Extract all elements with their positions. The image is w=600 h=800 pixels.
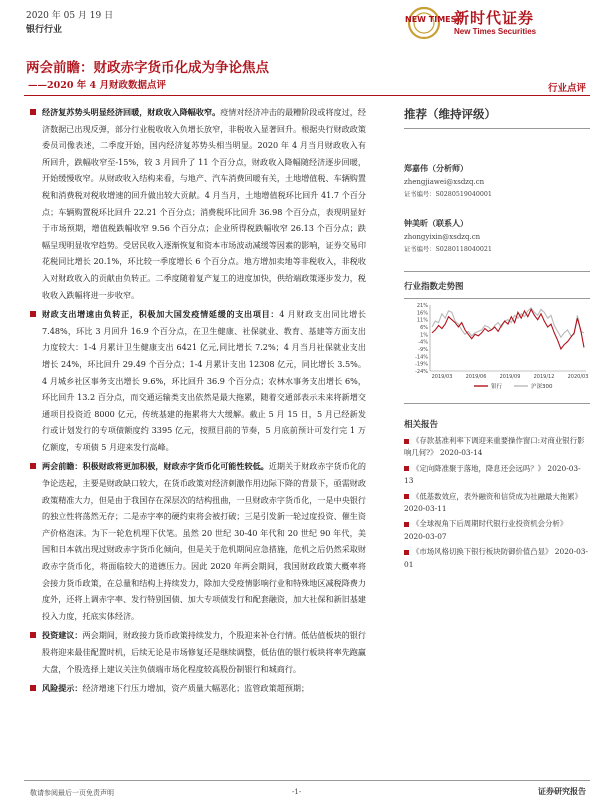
analyst-email[interactable]: zhongyixin@xsdzq.cn xyxy=(404,233,481,241)
legend-label: 银行 xyxy=(491,384,503,390)
bullet-icon xyxy=(30,463,36,469)
chart-section-title: 行业指数走势图 xyxy=(404,282,464,292)
related-report-item[interactable] xyxy=(404,435,590,460)
related-report-item[interactable] xyxy=(404,546,590,571)
y-tick-label: -4% xyxy=(418,339,428,346)
bullet-icon xyxy=(404,494,409,499)
paragraph-lead: 投资建议： xyxy=(42,630,83,641)
analyst-name: 郑嘉伟（分析师） xyxy=(404,163,468,173)
related-report-title: 《市场风格切换下银行板块防御价值凸显》 xyxy=(412,547,553,557)
x-tick-label: 2020/03 xyxy=(567,374,589,380)
logo-icon xyxy=(402,5,457,41)
paragraph xyxy=(30,104,366,303)
paragraph-body: 近期关于财政赤字货币化的争论迭起，主要是财政缺口较大，在货币政策对经济刺激作用边际下降的背景下，亟需财政政策精准大力，但是由于我国存在深层次的结构扭曲，一旦财政赤字货币化，一是中央银行的独立性将荡然无存；二是赤字率的硬约束将会被打破；三是引发新一轮过度投资、催生资产价格泡沫。为下一轮危机埋下伏笔。虽然 20 世纪 30-40 年代和 20 世纪 90 年代，美国和日本就出现过财政赤字货币化倾向，但是关于危机期间应急措施，危机之后仍然采取财政赤字货币化，将面临较大的道德压力。因此 2020 年两会期间，我国财政政策大概率将会接力货币政策，在总量和结构上持续发力，除加大受疫情影响行业和特殊地区减税降费力度外，还将上调赤字率、发行特别国债、加大专项债发行和配套融资，加大社保和新旧基建投入力度，托底实体经济。 xyxy=(42,461,366,621)
related-report-date: 2020-03-13 xyxy=(404,463,581,486)
report-title: 两会前瞻：财政赤字货币化成为争论焦点 xyxy=(26,60,269,76)
analyst-block xyxy=(404,163,590,198)
main-body xyxy=(30,104,366,700)
analyst-cert: 证书编号：S0280519040001 xyxy=(404,191,492,198)
related-report-title: 《存款基准利率下调迎来重要操作窗口:对商业银行影响几何?》 xyxy=(404,436,585,458)
brand-logo xyxy=(402,5,457,41)
y-tick-label: -24% xyxy=(415,369,428,375)
paragraph-body: 4 月财政支出同比增长 7.48%，环比 3 月回升 16.9 个百分点，在卫生健康、社保就业、教育、基建等方面支出力度较大：1-4 月累计卫生健康支出 6421 亿元,同比增长 7.2%；4 月当月社保就业支出增长 24%，环比回升 29.49 个百分点；1-4 月累计支出 12308 亿元，同比增长 3.5%。4 月城乡社区事务支出增长 9.6%，环比回升 36.9 个百分点；农林水事务支出增长 6%，环比回升 13.2 百分点，而交通运输类支出依然是最大拖累，随着交通部表示未来将新增交通项目投资近 8000 亿元，传统基建的拖累将大大缓解。截止 5 月 15 日，5 月已经新发行或计划发行的专项债额度约 3395 亿元，按照目前的节奏，5 月底前预计可发行完 1 万亿额度，专项债 5 月迎来发行高峰。 xyxy=(42,309,366,452)
related-report-item[interactable] xyxy=(404,463,590,488)
y-tick-label: 1% xyxy=(420,332,428,339)
industry-label: 银行行业 xyxy=(26,25,63,35)
bullet-icon xyxy=(30,311,36,317)
paragraph xyxy=(30,458,366,624)
bullet-icon xyxy=(404,550,409,555)
paragraph-body: 两会期间，财政接力货币政策持续发力，个股迎来补仓行情。低估值板块的银行股将迎来最佳配置时机，后续无论是市场修复还是继续调整，低估值的银行板块将率先跑赢大盘，个股选择上建议关注负债端市场化程度较高股份制银行和城商行。 xyxy=(42,630,366,674)
industry-index-chart xyxy=(404,301,590,393)
related-report-date: 2020-03-11 xyxy=(404,504,447,514)
analyst-name: 钟美昕（联系人） xyxy=(404,218,468,228)
paragraph xyxy=(30,627,366,677)
related-report-title: 《低基数效应，表外融资和信贷成为社融最大拖累》 xyxy=(412,491,582,501)
bullet-icon xyxy=(30,109,36,115)
y-tick-label: -14% xyxy=(415,354,428,361)
related-report-date: 2020-03-07 xyxy=(404,531,447,541)
analyst-block xyxy=(404,218,590,253)
paragraph-lead: 经济复苏势头明显经济回暖，财政收入降幅收窄。 xyxy=(42,107,221,117)
page-number: -1- xyxy=(292,788,302,796)
report-subtitle: ——2020 年 4 月财政数据点评 xyxy=(28,80,166,91)
series-line-bank xyxy=(432,309,584,349)
related-report-date: 2020-03-14 xyxy=(439,448,483,458)
related-report-item[interactable] xyxy=(404,491,590,516)
brand-name-cn: 新时代证券 xyxy=(454,9,535,27)
x-tick-label: 2019/06 xyxy=(465,374,487,380)
y-tick-label: 21% xyxy=(416,303,428,309)
y-tick-label: 11% xyxy=(416,317,428,324)
y-tick-label: 6% xyxy=(420,325,428,331)
analyst-cert: 证书编号：S0280118040021 xyxy=(404,246,492,253)
rating: 推荐（维持评级） xyxy=(404,107,496,121)
bullet-icon xyxy=(404,439,409,444)
related-report-title: 《定向降准聚于落地，降息还会远吗？》 xyxy=(412,463,546,473)
footer-divider xyxy=(24,780,590,781)
logo-text: NEW TIMES xyxy=(405,15,457,24)
paragraph-body: 经济增速下行压力增加，资产质量大幅恶化；监管政策超预期； xyxy=(82,683,310,694)
x-tick-label: 2019/12 xyxy=(533,374,555,380)
legend-label: 沪深300 xyxy=(531,384,553,390)
paragraph-lead: 财政支出增速由负转正，积极加大国发疫情延缓的支出项目： xyxy=(42,309,280,320)
sidebar-divider xyxy=(404,403,590,404)
header-divider xyxy=(24,95,590,96)
y-tick-label: -9% xyxy=(418,347,428,353)
related-report-item[interactable] xyxy=(404,518,590,543)
bullet-icon xyxy=(404,466,409,471)
paragraph xyxy=(30,680,366,697)
bullet-icon xyxy=(30,632,36,638)
bullet-icon xyxy=(404,522,409,527)
report-date: 2020 年 05 月 19 日 xyxy=(26,11,114,21)
paragraph-lead: 两会前瞻：积极财政将更加积极，财政赤字货币化可能性较低。 xyxy=(42,461,269,472)
sidebar xyxy=(404,106,590,574)
x-tick-label: 2019/03 xyxy=(431,374,453,380)
sidebar-divider xyxy=(404,271,590,272)
footer-disclaimer: 敬请参阅最后一页免责声明 xyxy=(30,789,114,797)
report-type: 行业点评 xyxy=(547,83,586,94)
y-tick-label: -19% xyxy=(415,361,428,368)
related-report-date: 2020-03-01 xyxy=(404,547,589,569)
paragraph-lead: 风险提示： xyxy=(42,683,83,694)
analyst-email[interactable]: zhengjiawei@xsdzq.cn xyxy=(404,178,485,186)
sidebar-divider xyxy=(404,298,590,299)
sidebar-divider xyxy=(404,128,590,129)
footer-label: 证券研究报告 xyxy=(538,786,586,796)
related-report-title: 《全球视角下后周期时代银行业投资机会分析》 xyxy=(412,519,568,529)
x-tick-label: 2019/09 xyxy=(499,374,521,380)
paragraph-body: 疫情对经济冲击的最糟阶段或将度过，经济数据已出现反弹，部分行业税收收入负增长放窄，非税收入显著回升。根据央行财政政策委员司像表述，二季度开始，国内经济复苏势头相当明显。2020 年 4 月当月财政收入有所回升，跌幅收窄至-15%，较 3 月回升了 11 个百分点，财政收入降幅随经济逐步回暖，开始缓慢收窄。从财政收入结构来看，与地产、汽车消费回暖有关，土地增值税、车辆购置税和消费税对税收增速的回升做出较大贡献。4 月当月，土地增值税环比回升 41.7 个百分点；车辆购置税环比回升 22.21 个百分点；消费税环比回升 36.98 个百分点，表现明显好于市场预期，增值税跌幅收窄 9.56 个百分点；企业所得税跌幅收窄 26.13 个百分点；跌幅呈现明显收窄趋势。受居民收入逐渐恢复和资本市场波动减缓等因素的影响，证券交易印花税同比增长 20.1%，环比较一季度增长 6 个百分点。地方增加卖地等非税收入，非税收入对财政收入的贡献由负转正。二季度随着复产复工的进度加快，供给端政策逐步发力，税收收入跌幅将进一步收窄。 xyxy=(42,107,366,300)
brand-name-en: New Times Securities xyxy=(454,27,537,36)
y-tick-label: 16% xyxy=(416,310,428,317)
bullet-icon xyxy=(30,685,36,691)
related-reports-title: 相关报告 xyxy=(404,420,439,430)
paragraph xyxy=(30,306,366,455)
